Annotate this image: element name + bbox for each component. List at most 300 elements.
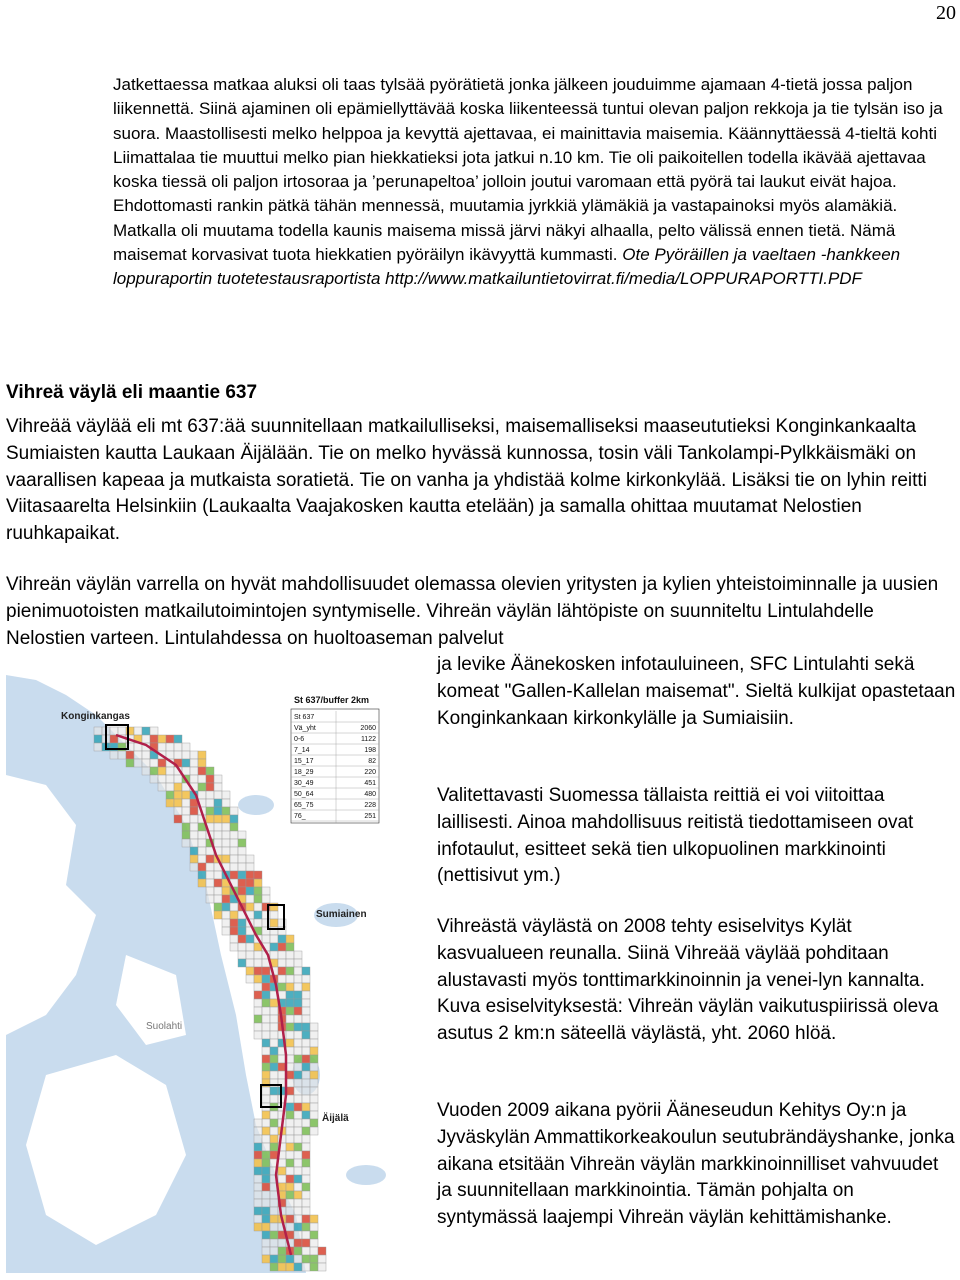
grid-cell <box>302 1087 310 1095</box>
grid-cell <box>230 919 238 927</box>
map-legend <box>291 695 379 823</box>
grid-cell <box>286 1039 294 1047</box>
grid-cell <box>150 759 158 767</box>
grid-cell <box>238 919 246 927</box>
grid-cell <box>182 791 190 799</box>
grid-cell <box>246 863 254 871</box>
grid-cell <box>302 1151 310 1159</box>
grid-cell <box>158 743 166 751</box>
grid-cell <box>254 1151 262 1159</box>
grid-cell <box>246 951 254 959</box>
grid-cell <box>254 1175 262 1183</box>
grid-cell <box>246 959 254 967</box>
grid-cell <box>214 871 222 879</box>
grid-cell <box>246 887 254 895</box>
grid-cell <box>254 1215 262 1223</box>
grid-cell <box>310 1231 318 1239</box>
legend-row-label: 15_17 <box>294 758 314 765</box>
grid-cell <box>198 791 206 799</box>
grid-cell <box>310 1039 318 1047</box>
grid-cell <box>246 975 254 983</box>
grid-cell <box>182 751 190 759</box>
grid-cell <box>270 1111 278 1119</box>
grid-cell <box>262 1175 270 1183</box>
grid-cell <box>262 1151 270 1159</box>
grid-cell <box>262 1071 270 1079</box>
grid-cell <box>286 935 294 943</box>
grid-cell <box>230 807 238 815</box>
grid-cell <box>158 775 166 783</box>
grid-cell <box>286 1255 294 1263</box>
grid-cell <box>206 783 214 791</box>
grid-cell <box>254 1007 262 1015</box>
grid-cell <box>270 1207 278 1215</box>
grid-cell <box>270 1143 278 1151</box>
grid-cell <box>254 887 262 895</box>
grid-cell <box>190 863 198 871</box>
grid-cell <box>214 799 222 807</box>
grid-cell <box>254 1031 262 1039</box>
grid-cell <box>206 863 214 871</box>
grid-cell <box>214 911 222 919</box>
grid-cell <box>206 887 214 895</box>
grid-cell <box>294 1023 302 1031</box>
grid-cell <box>294 951 302 959</box>
grid-cell <box>254 999 262 1007</box>
paragraph-3: Valitettavasti Suomessa tällaista reittiä ei voi viitoittaa laillisesti. Ainoa mahdollisuus reitistä tiedottamiseen ovat infotaulut, esitteet sekä tien ulkopuolinen markkinointi (nettisivut ym.) <box>437 785 914 887</box>
grid-cell <box>286 1167 294 1175</box>
grid-cell <box>278 1247 286 1255</box>
grid-cell <box>254 983 262 991</box>
grid-cell <box>214 775 222 783</box>
grid-cell <box>238 871 246 879</box>
grid-cell <box>270 1223 278 1231</box>
grid-cell <box>166 799 174 807</box>
grid-cell <box>278 1167 286 1175</box>
grid-cell <box>294 1199 302 1207</box>
grid-cell <box>182 815 190 823</box>
grid-cell <box>94 727 102 735</box>
grid-cell <box>294 1207 302 1215</box>
grid-cell <box>302 1191 310 1199</box>
grid-cell <box>318 1263 326 1271</box>
grid-cell <box>294 1119 302 1127</box>
grid-cell <box>254 895 262 903</box>
grid-cell <box>286 1151 294 1159</box>
grid-cell <box>302 1231 310 1239</box>
grid-cell <box>166 743 174 751</box>
grid-cell <box>278 975 286 983</box>
grid-cell <box>270 1055 278 1063</box>
grid-cell <box>166 783 174 791</box>
grid-cell <box>302 1223 310 1231</box>
grid-cell <box>222 799 230 807</box>
grid-cell <box>278 943 286 951</box>
legend-row-value: 82 <box>368 758 376 765</box>
grid-cell <box>302 1167 310 1175</box>
grid-cell <box>150 767 158 775</box>
grid-cell <box>182 759 190 767</box>
grid-cell <box>270 951 278 959</box>
grid-cell <box>294 1071 302 1079</box>
grid-cell <box>166 767 174 775</box>
grid-cell <box>222 815 230 823</box>
grid-cell <box>286 1135 294 1143</box>
grid-cell <box>198 751 206 759</box>
grid-cell <box>270 1031 278 1039</box>
label-konginkangas: Konginkangas <box>61 711 130 722</box>
grid-cell <box>174 751 182 759</box>
grid-cell <box>294 1159 302 1167</box>
grid-cell <box>198 775 206 783</box>
grid-cell <box>206 775 214 783</box>
grid-cell <box>310 1119 318 1127</box>
grid-cell <box>198 839 206 847</box>
grid-cell <box>302 1007 310 1015</box>
paragraph-5: Vuoden 2009 aikana pyörii Ääneseudun Kehitys Oy:n ja Jyväskylän Ammattikorkeakoulun seutubrändäyshanke, jonka aikana etsitään Vihreän väylän markkinoinnilliset vahvuudet ja suunnitellaan markkinointia. Tämän pohjalta on syntymässä laajempi Vihreän väylän kehittämishanke. <box>437 1100 955 1229</box>
grid-cell <box>262 1191 270 1199</box>
grid-cell <box>254 1199 262 1207</box>
grid-cell <box>302 1135 310 1143</box>
grid-cell <box>302 975 310 983</box>
grid-cell <box>254 975 262 983</box>
legend-row-value: 251 <box>364 813 376 820</box>
grid-cell <box>310 1071 318 1079</box>
grid-cell <box>214 791 222 799</box>
grid-cell <box>238 943 246 951</box>
grid-cell <box>270 919 278 927</box>
grid-cell <box>270 1015 278 1023</box>
grid-cell <box>310 1127 318 1135</box>
grid-cell <box>294 1239 302 1247</box>
grid-cell <box>254 959 262 967</box>
grid-cell <box>286 1023 294 1031</box>
route-map <box>6 655 418 1273</box>
grid-cell <box>302 1207 310 1215</box>
grid-cell <box>246 903 254 911</box>
grid-cell <box>270 1071 278 1079</box>
grid-cell <box>238 855 246 863</box>
grid-cell <box>310 1023 318 1031</box>
grid-cell <box>238 951 246 959</box>
grid-cell <box>182 807 190 815</box>
grid-cell <box>262 1239 270 1247</box>
grid-cell <box>198 855 206 863</box>
grid-cell <box>286 1159 294 1167</box>
grid-cell <box>158 767 166 775</box>
legend-row-value: 228 <box>364 802 376 809</box>
grid-cell <box>254 1207 262 1215</box>
grid-cell <box>174 799 182 807</box>
grid-cell <box>302 1031 310 1039</box>
grid-cell <box>286 1143 294 1151</box>
grid-cell <box>262 1015 270 1023</box>
grid-cell <box>294 1263 302 1271</box>
legend-row-value: 480 <box>364 791 376 798</box>
legend-row-value: 220 <box>364 769 376 776</box>
paragraph-2-continued: ja levike Äänekosken infotauluineen, SFC Lintulahti sekä komeat "Gallen-Kallelan maisemat". Sieltä kulkijat opastetaan Konginkankaan kirkonkylälle ja Sumiaisiin. <box>437 654 956 729</box>
grid-cell <box>294 1151 302 1159</box>
grid-cell <box>294 1135 302 1143</box>
grid-cell <box>270 1215 278 1223</box>
legend-row-value: 198 <box>364 747 376 754</box>
grid-cell <box>278 1183 286 1191</box>
grid-cell <box>134 751 142 759</box>
legend-row-label: Vä_yht <box>294 725 316 732</box>
grid-cell <box>214 895 222 903</box>
grid-cell <box>286 1047 294 1055</box>
grid-cell <box>278 1175 286 1183</box>
grid-cell <box>262 1039 270 1047</box>
grid-cell <box>142 751 150 759</box>
grid-cell <box>294 999 302 1007</box>
grid-cell <box>142 727 150 735</box>
grid-cell <box>262 1199 270 1207</box>
grid-cell <box>230 943 238 951</box>
grid-cell <box>294 1103 302 1111</box>
grid-cell <box>286 1007 294 1015</box>
grid-cell <box>310 1063 318 1071</box>
grid-cell <box>302 1023 310 1031</box>
grid-cell <box>166 775 174 783</box>
grid-cell <box>294 1247 302 1255</box>
grid-cell <box>238 839 246 847</box>
grid-cell <box>206 895 214 903</box>
grid-cell <box>294 1087 302 1095</box>
grid-cell <box>262 1047 270 1055</box>
grid-cell <box>246 871 254 879</box>
grid-cell <box>158 735 166 743</box>
grid-cell <box>254 919 262 927</box>
grid-cell <box>278 983 286 991</box>
grid-cell <box>254 1223 262 1231</box>
grid-cell <box>198 783 206 791</box>
page-number: 20 <box>936 2 956 24</box>
grid-cell <box>174 783 182 791</box>
grid-cell <box>254 1023 262 1031</box>
grid-cell <box>262 1023 270 1031</box>
grid-cell <box>310 1255 318 1263</box>
grid-cell <box>254 1143 262 1151</box>
grid-cell <box>278 967 286 975</box>
grid-cell <box>318 1247 326 1255</box>
grid-cell <box>286 975 294 983</box>
grid-cell <box>206 791 214 799</box>
grid-cell <box>166 791 174 799</box>
legend-row-label: 50_64 <box>294 791 314 798</box>
grid-cell <box>190 831 198 839</box>
grid-cell <box>262 983 270 991</box>
grid-cell <box>214 823 222 831</box>
grid-cell <box>286 967 294 975</box>
grid-cell <box>262 935 270 943</box>
grid-cell <box>254 1127 262 1135</box>
paragraph-2: Vihreän väylän varrella on hyvät mahdollisuudet olemassa olevien yritysten ja kylien yhteistoiminnalle ja uusien pienimuotoisten matkailutoimintojen syntymiselle. Vihreän väylän lähtöpiste on suunniteltu Lintulahdelle Nelostien varteen. Lintulahdessa on huoltoaseman palvelut <box>6 574 939 649</box>
grid-cell <box>302 1263 310 1271</box>
grid-cell <box>286 983 294 991</box>
grid-cell <box>262 999 270 1007</box>
grid-cell <box>118 727 126 735</box>
grid-cell <box>302 1239 310 1247</box>
paragraph-1: Vihreää väylää eli mt 637:ää suunnitellaan matkailulliseksi, maisemalliseksi maaseututieksi Konginkankaalta Sumiaisten kautta Laukaan Äijälään. Tie on melko hyvässä kunnossa, tosin väli Tankolampi-Pylkkäismäki on vaarallisen kapeaa ja mutkaista soratietä. Tie on vanha ja yhdistää kolme kirkonkylää. Lisäksi tie on lyhin reitti Viitasaarelta Helsinkiin (Laukaalta Vaajakosken kautta etelään) ja samalla ohittaa muutamat Nelostien ruuhkapaikat. <box>6 416 927 545</box>
route-map-svg <box>6 655 418 1273</box>
grid-cell <box>270 911 278 919</box>
grid-cell <box>286 951 294 959</box>
grid-cell <box>262 1247 270 1255</box>
grid-cell <box>190 751 198 759</box>
grid-cell <box>294 975 302 983</box>
grid-cell <box>294 1127 302 1135</box>
grid-cell <box>230 871 238 879</box>
grid-cell <box>246 935 254 943</box>
grid-cell <box>278 935 286 943</box>
grid-cell <box>270 1039 278 1047</box>
grid-cell <box>270 1007 278 1015</box>
grid-cell <box>302 1079 310 1087</box>
legend-row-value: 1122 <box>360 736 376 743</box>
grid-cell <box>254 1183 262 1191</box>
grid-cell <box>302 999 310 1007</box>
grid-cell <box>310 1239 318 1247</box>
grid-cell <box>286 1119 294 1127</box>
grid-cell <box>230 863 238 871</box>
grid-cell <box>198 847 206 855</box>
grid-cell <box>206 807 214 815</box>
grid-cell <box>294 1183 302 1191</box>
grid-cell <box>246 967 254 975</box>
grid-cell <box>198 879 206 887</box>
quote-source: Ote Pyöräillen ja vaeltaen -hankkeen loppuraportin tuotetestausraportista http://www.matkailuntietovirrat.fi/media/LOPPURAPORTTI.PDF <box>113 245 901 289</box>
grid-cell <box>206 871 214 879</box>
grid-cell <box>206 799 214 807</box>
grid-cell <box>318 1255 326 1263</box>
grid-cell <box>254 879 262 887</box>
grid-cell <box>238 935 246 943</box>
grid-cell <box>262 1007 270 1015</box>
grid-cell <box>294 1031 302 1039</box>
intro-quote <box>113 73 948 292</box>
grid-cell <box>254 871 262 879</box>
grid-cell <box>142 767 150 775</box>
grid-cell <box>174 743 182 751</box>
grid-cell <box>302 991 310 999</box>
grid-cell <box>270 1047 278 1055</box>
grid-cell <box>286 999 294 1007</box>
grid-cell <box>254 951 262 959</box>
grid-cell <box>182 743 190 751</box>
grid-cell <box>150 775 158 783</box>
grid-cell <box>278 1159 286 1167</box>
grid-cell <box>294 991 302 999</box>
grid-cell <box>270 1095 278 1103</box>
grid-cell <box>294 1015 302 1023</box>
label-sumiainen: Sumiainen <box>316 909 367 920</box>
grid-cell <box>230 911 238 919</box>
legend-row-label: 0-6 <box>294 736 305 743</box>
grid-cell <box>302 1127 310 1135</box>
grid-cell <box>166 735 174 743</box>
grid-cell <box>182 823 190 831</box>
grid-cell <box>214 839 222 847</box>
grid-cell <box>262 1119 270 1127</box>
grid-cell <box>246 943 254 951</box>
grid-cell <box>302 1047 310 1055</box>
grid-cell <box>254 967 262 975</box>
grid-cell <box>278 959 286 967</box>
grid-cell <box>302 1143 310 1151</box>
grid-cell <box>230 847 238 855</box>
grid-cell <box>294 1255 302 1263</box>
grid-cell <box>174 807 182 815</box>
legend-row-label: 76_ <box>294 813 306 820</box>
grid-cell <box>286 1183 294 1191</box>
grid-cell <box>262 887 270 895</box>
grid-cell <box>270 1239 278 1247</box>
grid-cell <box>270 1263 278 1271</box>
grid-cell <box>230 855 238 863</box>
grid-cell <box>286 1207 294 1215</box>
grid-cell <box>222 911 230 919</box>
grid-cell <box>294 1215 302 1223</box>
grid-cell <box>310 1103 318 1111</box>
grid-cell <box>310 1247 318 1255</box>
grid-cell <box>270 1247 278 1255</box>
grid-cell <box>294 1191 302 1199</box>
grid-cell <box>262 1143 270 1151</box>
grid-cell <box>262 1111 270 1119</box>
grid-cell <box>94 743 102 751</box>
grid-cell <box>294 1007 302 1015</box>
grid-cell <box>262 991 270 999</box>
grid-cell <box>222 919 230 927</box>
grid-cell <box>158 759 166 767</box>
grid-cell <box>198 759 206 767</box>
grid-cell <box>302 1247 310 1255</box>
grid-cell <box>190 847 198 855</box>
grid-cell <box>302 1175 310 1183</box>
grid-cell <box>222 927 230 935</box>
grid-cell <box>246 895 254 903</box>
grid-cell <box>270 1191 278 1199</box>
grid-cell <box>270 999 278 1007</box>
grid-cell <box>222 791 230 799</box>
legend-row-label: 7_14 <box>294 747 310 754</box>
grid-cell <box>270 943 278 951</box>
grid-cell <box>182 831 190 839</box>
grid-cell <box>302 1111 310 1119</box>
grid-cell <box>294 1167 302 1175</box>
grid-cell <box>214 887 222 895</box>
grid-cell <box>310 1087 318 1095</box>
grid-cell <box>286 991 294 999</box>
grid-cell <box>302 1015 310 1023</box>
grid-cell <box>278 1239 286 1247</box>
grid-cell <box>222 839 230 847</box>
grid-cell <box>262 1207 270 1215</box>
grid-cell <box>190 815 198 823</box>
grid-cell <box>262 1135 270 1143</box>
grid-cell <box>262 967 270 975</box>
grid-cell <box>278 1263 286 1271</box>
grid-cell <box>286 1263 294 1271</box>
grid-cell <box>302 1159 310 1167</box>
grid-cell <box>150 735 158 743</box>
grid-cell <box>262 895 270 903</box>
grid-cell <box>158 783 166 791</box>
legend-row-label: 30_49 <box>294 780 314 787</box>
grid-cell <box>270 1255 278 1263</box>
grid-cell <box>278 1255 286 1263</box>
